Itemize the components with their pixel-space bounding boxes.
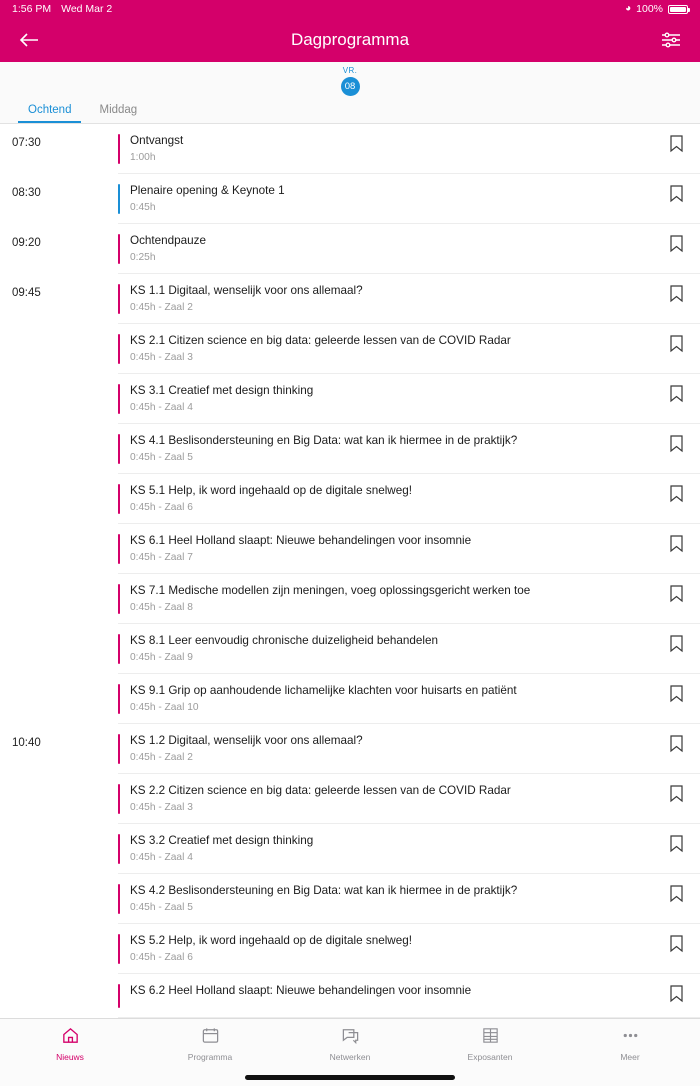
bookmark-icon[interactable]: [670, 735, 686, 755]
session-row[interactable]: [118, 474, 700, 524]
session-body: [130, 584, 670, 614]
session-meta: 0:45h - Zaal 5: [130, 902, 193, 913]
bookmark-icon[interactable]: [670, 835, 686, 855]
session-title: KS 9.1 Grip op aanhoudende lichamelijke klachten voor huisarts en patiënt: [130, 684, 517, 697]
session-body: [130, 984, 670, 1002]
bookmark-icon[interactable]: [670, 885, 686, 905]
bookmark-icon[interactable]: [670, 685, 686, 705]
session-color-bar: [118, 334, 120, 364]
tabbar-item-netwerken[interactable]: [280, 1019, 420, 1068]
session-body: [130, 684, 670, 714]
session-title: KS 6.2 Heel Holland slaapt: Nieuwe behandelingen voor insomnie: [130, 984, 472, 997]
tabbar-item-label: Exposanten: [467, 1051, 513, 1062]
calendar-icon: [201, 1026, 220, 1050]
slot-time: 10:40: [12, 737, 41, 749]
session-body: [130, 484, 670, 514]
page-title: Dagprogramma: [290, 30, 410, 49]
schedule-slot: [0, 274, 700, 724]
session-body: [130, 334, 670, 364]
schedule-list[interactable]: [0, 124, 700, 1018]
bookmark-icon[interactable]: [670, 635, 686, 655]
schedule-slot: [0, 224, 700, 274]
tabbar-item-label: Meer: [620, 1051, 640, 1062]
bookmark-icon[interactable]: [670, 985, 686, 1005]
session-meta: 0:45h - Zaal 3: [130, 802, 193, 813]
battery-percent: 100%: [636, 3, 663, 15]
session-row[interactable]: [118, 524, 700, 574]
session-meta: 1:00h: [130, 152, 156, 163]
session-color-bar: [118, 434, 120, 464]
home-indicator-area: [0, 1068, 700, 1086]
session-row[interactable]: [118, 174, 700, 224]
slot-time: 07:30: [12, 137, 41, 149]
date-day-number: 08: [341, 77, 360, 96]
navigation-bar: [0, 18, 700, 62]
segment-tabs: [0, 96, 700, 124]
bookmark-icon[interactable]: [670, 185, 686, 205]
session-title: Ochtendpauze: [130, 234, 207, 247]
schedule-slot: [0, 174, 700, 224]
bookmark-icon[interactable]: [670, 785, 686, 805]
slot-sessions: [118, 124, 700, 174]
session-body: [130, 834, 670, 864]
session-title: KS 7.1 Medische modellen zijn meningen, voeg oplossingsgericht werken toe: [130, 584, 531, 597]
session-row[interactable]: [118, 774, 700, 824]
tabbar-item-programma[interactable]: [140, 1019, 280, 1068]
status-bar: [0, 0, 700, 18]
status-date: Wed Mar 2: [61, 3, 113, 15]
session-row[interactable]: [118, 624, 700, 674]
slot-sessions: [118, 224, 700, 274]
filter-sliders-icon[interactable]: [658, 27, 684, 53]
slot-sessions: [118, 724, 700, 1018]
session-color-bar: [118, 934, 120, 964]
session-color-bar: [118, 484, 120, 514]
tabbar-item-label: Nieuws: [56, 1051, 84, 1062]
date-pill[interactable]: [341, 66, 360, 96]
tabbar-item-nieuws[interactable]: [0, 1019, 140, 1068]
session-body: [130, 634, 670, 664]
bookmark-icon[interactable]: [670, 335, 686, 355]
session-color-bar: [118, 584, 120, 614]
bottom-tab-bar: [0, 1018, 700, 1068]
slot-time: 09:45: [12, 287, 41, 299]
ellipsis-icon: [621, 1026, 640, 1050]
session-meta: 0:45h - Zaal 2: [130, 302, 193, 313]
session-color-bar: [118, 734, 120, 764]
session-color-bar: [118, 784, 120, 814]
session-body: [130, 884, 670, 914]
session-title: KS 8.1 Leer eenvoudig chronische duizeligheid behandelen: [130, 634, 439, 647]
session-color-bar: [118, 184, 120, 214]
session-row[interactable]: [118, 424, 700, 474]
status-time: 1:56 PM: [12, 3, 52, 15]
slot-time: 09:20: [12, 237, 41, 249]
home-icon: [61, 1026, 80, 1050]
session-color-bar: [118, 534, 120, 564]
session-meta: 0:25h: [130, 252, 156, 263]
session-color-bar: [118, 684, 120, 714]
session-body: [130, 784, 670, 814]
session-title: Ontvangst: [130, 134, 184, 147]
session-title: KS 5.2 Help, ik word ingehaald op de digitale snelweg!: [130, 934, 412, 947]
tab-label: Ochtend: [28, 103, 72, 116]
slot-time: 08:30: [12, 187, 41, 199]
home-indicator: [245, 1075, 455, 1080]
session-meta: 0:45h - Zaal 8: [130, 602, 193, 613]
battery-icon: [668, 5, 688, 14]
session-meta: 0:45h - Zaal 4: [130, 852, 193, 863]
bookmark-icon[interactable]: [670, 535, 686, 555]
slot-sessions: [118, 174, 700, 224]
session-meta: 0:45h - Zaal 6: [130, 952, 193, 963]
session-body: [130, 534, 670, 564]
session-title: KS 4.1 Beslisondersteuning en Big Data: wat kan ik hiermee in de praktijk?: [130, 434, 518, 447]
session-body: [130, 384, 670, 414]
session-meta: 0:45h - Zaal 3: [130, 352, 193, 363]
session-row[interactable]: [118, 374, 700, 424]
bookmark-icon[interactable]: [670, 935, 686, 955]
session-row[interactable]: [118, 124, 700, 174]
session-row[interactable]: [118, 824, 700, 874]
session-body: [130, 134, 670, 164]
session-title: KS 4.2 Beslisondersteuning en Big Data: wat kan ik hiermee in de praktijk?: [130, 884, 518, 897]
session-title: KS 2.2 Citizen science en big data: geleerde lessen van de COVID Radar: [130, 784, 511, 797]
session-meta: 0:45h - Zaal 7: [130, 552, 193, 563]
session-meta: 0:45h - Zaal 9: [130, 652, 193, 663]
session-body: [130, 234, 670, 264]
tabbar-item-meer[interactable]: [560, 1019, 700, 1068]
tab-ochtend[interactable]: [14, 96, 85, 123]
bookmark-icon[interactable]: [670, 585, 686, 605]
session-row[interactable]: [118, 674, 700, 724]
session-row[interactable]: [118, 274, 700, 324]
session-color-bar: [118, 134, 120, 164]
session-color-bar: [118, 984, 120, 1008]
schedule-slot: [0, 724, 700, 1018]
tab-label: Middag: [99, 103, 138, 116]
session-color-bar: [118, 634, 120, 664]
session-title: KS 1.1 Digitaal, wenselijk voor ons allemaal?: [130, 284, 363, 297]
session-color-bar: [118, 834, 120, 864]
schedule-slot: [0, 124, 700, 174]
tabbar-item-label: Programma: [187, 1051, 233, 1062]
session-color-bar: [118, 884, 120, 914]
session-row[interactable]: [118, 224, 700, 274]
bookmark-icon[interactable]: [670, 235, 686, 255]
session-row[interactable]: [118, 724, 700, 774]
session-color-bar: [118, 384, 120, 414]
session-title: KS 1.2 Digitaal, wenselijk voor ons allemaal?: [130, 734, 363, 747]
session-body: [130, 434, 670, 464]
session-row[interactable]: [118, 924, 700, 974]
bookmark-icon[interactable]: [670, 435, 686, 455]
date-selector: [0, 62, 700, 96]
session-body: [130, 284, 670, 314]
session-title: KS 6.1 Heel Holland slaapt: Nieuwe behandelingen voor insomnie: [130, 534, 472, 547]
session-meta: 0:45h - Zaal 2: [130, 752, 193, 763]
bookmark-icon[interactable]: [670, 135, 686, 155]
session-title: KS 5.1 Help, ik word ingehaald op de digitale snelweg!: [130, 484, 412, 497]
bookmark-icon[interactable]: [670, 285, 686, 305]
session-title: Plenaire opening & Keynote 1: [130, 184, 285, 197]
tabbar-item-label: Netwerken: [329, 1051, 371, 1062]
slot-sessions: [118, 274, 700, 724]
session-title: KS 2.1 Citizen science en big data: geleerde lessen van de COVID Radar: [130, 334, 511, 347]
session-meta: 0:45h: [130, 202, 156, 213]
session-title: KS 3.2 Creatief met design thinking: [130, 834, 314, 847]
session-title: KS 3.1 Creatief met design thinking: [130, 384, 314, 397]
tabbar-item-exposanten[interactable]: [420, 1019, 560, 1068]
session-row[interactable]: [118, 974, 700, 1018]
session-row[interactable]: [118, 574, 700, 624]
session-meta: 0:45h - Zaal 5: [130, 452, 193, 463]
session-body: [130, 184, 670, 214]
session-meta: 0:45h - Zaal 6: [130, 502, 193, 513]
bookmark-icon[interactable]: [670, 385, 686, 405]
back-arrow-icon[interactable]: [16, 27, 42, 53]
tab-middag[interactable]: [85, 96, 151, 123]
session-color-bar: [118, 284, 120, 314]
session-row[interactable]: [118, 874, 700, 924]
wifi-icon: ◕: [625, 3, 632, 14]
session-body: [130, 734, 670, 764]
session-meta: 0:45h - Zaal 4: [130, 402, 193, 413]
session-body: [130, 934, 670, 964]
session-meta: 0:45h - Zaal 10: [130, 702, 199, 713]
date-day-of-week: VR.: [342, 66, 358, 75]
building-icon: [481, 1026, 500, 1050]
chat-icon: [341, 1026, 360, 1050]
bookmark-icon[interactable]: [670, 485, 686, 505]
session-color-bar: [118, 234, 120, 264]
session-row[interactable]: [118, 324, 700, 374]
